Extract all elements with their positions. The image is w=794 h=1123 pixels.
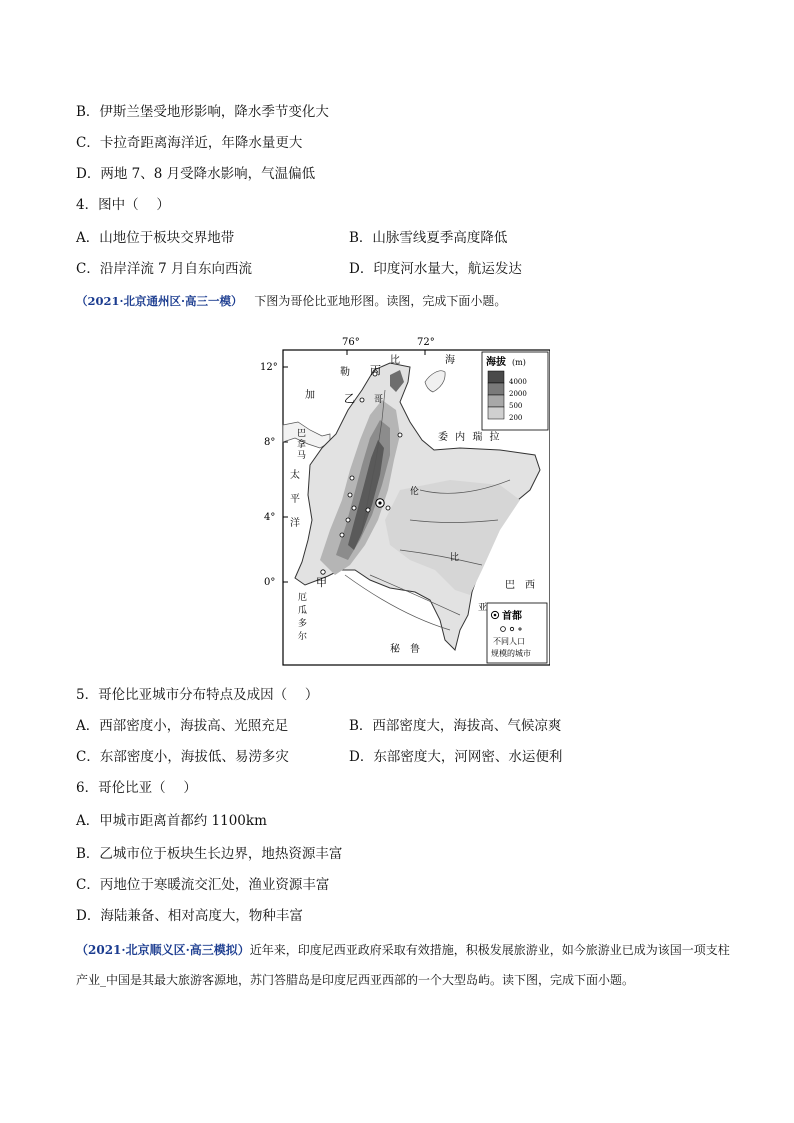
intro-colombia-text: 下图为哥伦比亚地形图。读图，完成下面小题。 — [254, 294, 507, 308]
label-bing: 丙 — [370, 364, 381, 377]
city-symbol-medium — [510, 627, 513, 630]
q4-stem: 4．图中（ ） — [76, 197, 170, 213]
legend-swatch — [488, 371, 504, 383]
city — [366, 508, 370, 512]
source-tongzhou: （2021·北京通州区·高三一模） — [76, 294, 243, 308]
label-yi: 乙 — [344, 392, 355, 405]
colombia-char: 哥 — [374, 395, 384, 405]
q3-option-d: D．两地 7、8 月受降水影响，气温偏低 — [76, 166, 316, 182]
capital-label: 首都 — [502, 611, 522, 622]
pacific-char: 平 — [290, 494, 300, 505]
legend-title: 海拔 — [486, 357, 506, 368]
city — [348, 493, 352, 497]
ecuador-char: 尔 — [298, 632, 308, 642]
lat-label-4: 4° — [264, 512, 276, 523]
q6-option-b: B．乙城市位于板块生长边界，地热资源丰富 — [76, 846, 343, 862]
q6-option-c: C．丙地位于寒暖流交汇处，渔业资源丰富 — [76, 877, 330, 893]
legend-swatch — [488, 383, 504, 395]
city — [398, 433, 402, 437]
q4-option-a: A．山地位于板块交界地带 — [76, 230, 235, 246]
label-jia: 甲 — [316, 576, 327, 589]
lat-label-8: 8° — [264, 437, 276, 448]
city-symbol-small — [519, 628, 521, 630]
city-jia — [321, 570, 325, 574]
ecuador-char: 瓜 — [298, 606, 308, 616]
q5-option-d: D．东部密度大，河网密、水运便利 — [349, 749, 563, 765]
city — [350, 476, 354, 480]
panama-char: 马 — [297, 451, 307, 461]
panama-char: 巴 — [297, 429, 307, 439]
q6-option-d: D．海陆兼备、相对高度大，物种丰富 — [76, 908, 303, 924]
city-symbol-large — [501, 627, 506, 632]
legend-label: 500 — [509, 402, 523, 410]
city — [352, 506, 356, 510]
colombia-char: 伦 — [410, 487, 420, 497]
colombia-terrain-map — [250, 330, 550, 670]
legend-unit: (m) — [512, 358, 526, 367]
sea-char: 加 — [305, 390, 315, 401]
q5-option-c: C．东部密度小，海拔低、易涝多灾 — [76, 749, 289, 765]
city-legend-label-2: 规模的城市 — [491, 649, 531, 658]
panama-char: 拿 — [297, 440, 307, 450]
label-brazil: 巴 西 — [505, 580, 535, 591]
ecuador-char: 厄 — [298, 593, 308, 603]
legend-label: 4000 — [509, 378, 527, 386]
intro-colombia — [76, 292, 506, 310]
q4-option-d: D．印度河水量大，航运发达 — [349, 261, 522, 277]
q6-stem: 6．哥伦比亚（ ） — [76, 780, 197, 796]
q6-option-a: A．甲城市距离首都约 1100km — [76, 813, 267, 829]
q4-option-b: B．山脉雪线夏季高度降低 — [349, 230, 508, 246]
city-legend — [487, 603, 547, 663]
q3-option-c: C．卡拉奇距离海洋近，年降水量更大 — [76, 135, 303, 151]
intro-indonesia — [76, 935, 736, 995]
q5-option-a: A．西部密度小，海拔高、光照充足 — [76, 718, 289, 734]
city-legend-label-1: 不同人口 — [493, 637, 525, 646]
lat-label-12: 12° — [260, 362, 278, 373]
sea-char: 勒 — [340, 367, 350, 378]
pacific-char: 洋 — [290, 518, 300, 529]
lon-label-72: 72° — [417, 337, 435, 348]
city — [340, 533, 344, 537]
label-venezuela: 委 内 瑞 拉 — [438, 432, 502, 443]
q4-option-c: C．沿岸洋流 7 月自东向西流 — [76, 261, 253, 277]
q3-option-b: B．伊斯兰堡受地形影响，降水季节变化大 — [76, 104, 329, 120]
lon-label-76: 76° — [342, 337, 360, 348]
colombia-char: 比 — [450, 553, 460, 563]
label-peru: 秘 鲁 — [390, 644, 420, 655]
intro-indonesia-text: 近年来，印度尼西亚政府采取有效措施，积极发展旅游业，如今旅游业已成为该国一项支柱产业_中国是其最大旅游客源地，苏门答腊岛是印度尼西亚西部的一个大型岛屿。读下图，完成下面小题。 — [76, 943, 730, 987]
city — [360, 398, 364, 402]
city — [346, 518, 350, 522]
legend-label: 200 — [509, 414, 523, 422]
colombia-char: 亚 — [478, 603, 488, 613]
capital-bogota — [376, 499, 384, 507]
sea-char: 比 — [390, 355, 400, 366]
sea-char: 海 — [445, 355, 455, 366]
lat-label-0: 0° — [264, 577, 276, 588]
city — [386, 506, 390, 510]
legend-swatch — [488, 407, 504, 419]
q5-option-b: B．西部密度大，海拔高、气候凉爽 — [349, 718, 562, 734]
ecuador-char: 多 — [298, 619, 308, 629]
q5-stem: 5．哥伦比亚城市分布特点及成因（ ） — [76, 687, 319, 703]
legend-swatch — [488, 395, 504, 407]
legend-label: 2000 — [509, 390, 527, 398]
elevation-legend — [482, 352, 548, 430]
pacific-char: 太 — [290, 470, 300, 481]
capital-symbol-dot — [494, 614, 497, 617]
source-shunyi: （2021·北京顺义区·高三模拟） — [76, 943, 250, 957]
